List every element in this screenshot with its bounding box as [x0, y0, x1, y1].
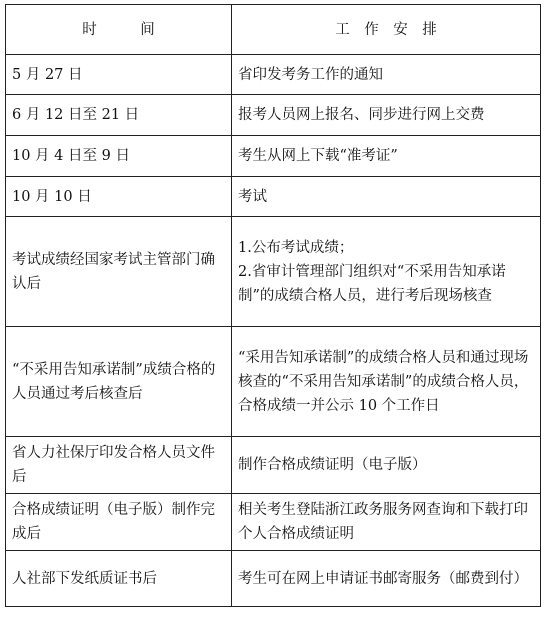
- header-time: 时 间: [6, 5, 232, 55]
- row-time: 6 月 12 日至 21 日: [6, 95, 232, 136]
- table-row: [6, 494, 541, 551]
- row-time: 5 月 27 日: [6, 55, 232, 95]
- work-line: 2.省审计管理部门组织对“不采用告知承诺制”的成绩合格人员，进行考后现场核查: [238, 263, 506, 304]
- work-line: 制作合格成绩证明（电子版）: [238, 457, 427, 473]
- table-row: [6, 551, 541, 607]
- row-work: [232, 95, 541, 136]
- row-time: “不采用告知承诺制”成绩合格的人员通过考后核查后: [6, 327, 232, 437]
- work-line: 报考人员网上报名、同步进行网上交费: [238, 107, 485, 123]
- table-row: [6, 177, 541, 217]
- row-time: 10 月 4 日至 9 日: [6, 136, 232, 177]
- table-row: [6, 327, 541, 437]
- row-time: 10 月 10 日: [6, 177, 232, 217]
- table-row: [6, 55, 541, 95]
- row-work: [232, 217, 541, 327]
- row-work: [232, 327, 541, 437]
- row-work: [232, 177, 541, 217]
- header-work: 工 作 安 排: [232, 5, 541, 55]
- table-header-row: [6, 5, 541, 55]
- row-work: [232, 494, 541, 551]
- work-line: 1.公布考试成绩；: [238, 239, 354, 256]
- row-work: [232, 437, 541, 494]
- work-line: 考生从网上下载“准考证”: [238, 148, 398, 164]
- work-line: 考试: [238, 188, 267, 205]
- row-time: 考试成绩经国家考试主管部门确认后: [6, 217, 232, 327]
- table-row: [6, 136, 541, 177]
- work-line: “采用告知承诺制”的成绩合格人员和通过现场核查的“不采用告知承诺制”的成绩合格人员，合格成绩一并公示 10 个工作日: [238, 349, 529, 414]
- row-work: [232, 55, 541, 95]
- table-row: [6, 217, 541, 327]
- table-row: [6, 95, 541, 136]
- work-line: 相关考生登陆浙江政务服务网查询和下载打印个人合格成绩证明: [238, 502, 528, 542]
- work-line: 考生可在网上申请证书邮寄服务（邮费到付）: [238, 570, 528, 587]
- row-work: [232, 136, 541, 177]
- row-work: [232, 551, 541, 607]
- row-time: 人社部下发纸质证书后: [6, 551, 232, 607]
- table-row: [6, 437, 541, 494]
- row-time: 合格成绩证明（电子版）制作完成后: [6, 494, 232, 551]
- work-line: 省印发考务工作的通知: [238, 66, 383, 83]
- row-time: 省人力社保厅印发合格人员文件后: [6, 437, 232, 494]
- work-schedule-table: [5, 4, 541, 607]
